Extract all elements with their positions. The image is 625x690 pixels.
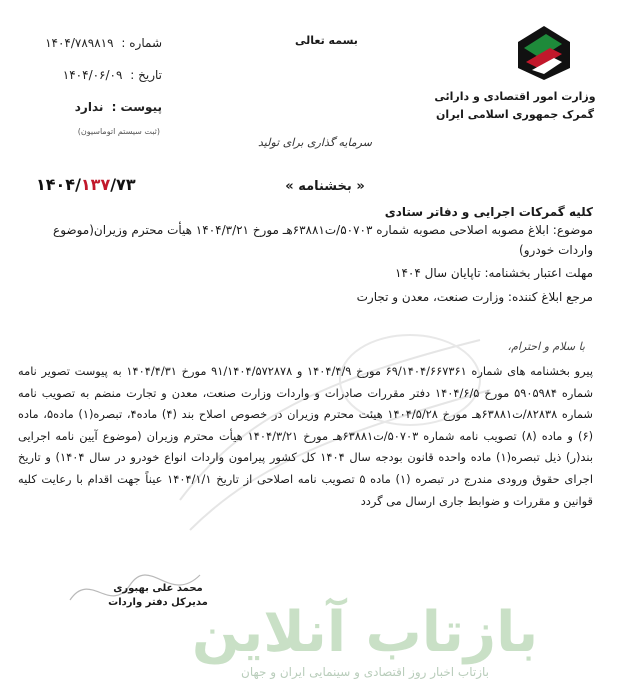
letter-date-value: ۱۴۰۴/۰۶/۰۹ xyxy=(62,68,123,82)
bismillah-heading: بسمه تعالی xyxy=(295,34,358,47)
circular-number-mid: ۱۳۷ xyxy=(80,175,111,194)
letter-number-label: شماره : xyxy=(121,36,162,50)
watermark-brand: بازتاب آنلاین xyxy=(191,600,539,665)
signatory-title: مدیرکل دفتر واردات xyxy=(108,597,208,608)
letter-number-value: ۱۴۰۴/۷۸۹۸۱۹ xyxy=(45,36,114,50)
signatory-name: محمد علی بهبوری xyxy=(113,583,203,594)
watermark-tagline: بازتاب اخبار روز اقتصادی و سینمایی ایران و جهان xyxy=(241,665,489,679)
circular-title: « بخشنامه » xyxy=(285,179,365,194)
attachment-label: پیوست : xyxy=(111,100,162,114)
subject-line: موضوع: ابلاغ مصوبه اصلاحی مصوبه شماره ۵۰۷۰۳/ت۶۳۸۸۱هـ مورخ ۱۴۰۴/۳/۲۱ هیأت محترم وزیران(موضوع واردات خودرو) xyxy=(53,223,593,257)
attachment-row xyxy=(22,100,162,114)
circular-number-prefix: ۱۴۰۴/ xyxy=(36,175,81,194)
reference-line: مرجع ابلاغ کننده: وزارت صنعت، معدن و تجارت xyxy=(356,290,593,304)
customs-name: گمرک جمهوری اسلامی ایران xyxy=(435,108,595,121)
system-note: (ثبت سیستم اتوماسیون) xyxy=(77,127,160,136)
letter-number-row xyxy=(22,36,162,50)
letter-date-row xyxy=(22,68,162,82)
attachment-value: ندارد xyxy=(74,100,104,114)
slogan: سرمایه گذاری برای تولید xyxy=(258,136,372,149)
customs-logo-icon xyxy=(516,24,572,82)
circular-number xyxy=(36,175,136,194)
letter-date-label: تاریخ : xyxy=(130,68,162,82)
validity-line: مهلت اعتبار بخشنامه: تاپایان سال ۱۴۰۴ xyxy=(395,266,593,280)
greeting: با سلام و احترام، xyxy=(507,340,585,353)
body-paragraph: پیرو بخشنامه های شماره ۶۹/۱۴۰۴/۶۶۷۳۶۱ مورخ ۱۴۰۴/۴/۹ و ۹۱/۱۴۰۴/۵۷۲۸۷۸ مورخ ۱۴۰۴/۴/۳۱ به پیوست تصویر نامه شماره ۵۹۰۵۹۸۴ مورخ ۱۴۰۴/۶/۵ دفتر مقررات صادرات و واردات وزارت صنعت، معدن و تجارت منضم به تصویب نامه شماره ۸۲۸۳۸/ت۶۳۸۸۱هـ مورخ ۱۴۰۴/۵/۲۸ هیئت محترم وزیران در خصوص اصلاح بند (۴) ماده۴، تبصره(۱) ماده۵، ماده (۶) و ماده (۸) تصویب نامه شماره ۵۰۷۰۳/ت۶۳۸۸۱هـ مورخ ۱۴۰۴/۳/۲۱ هیأت محترم وزیران (موضوع آیین نامه اجرایی بند(ر) ذیل تبصره(۱) ماده واحده قانون بودجه سال ۱۴۰۴ کل کشور پیرامون واردات انواع خودرو در سال ۱۴۰۴) و تاریخ اجرای حقوق ورودی مندرج در تبصره (۱) ماده ۵ تصویب نامه اصلاحی از تاریخ ۱۴۰۴/۱/۱ عیناً جهت اقدام با رعایت کلیه قوانین و مقررات و ضوابط جاری ارسال می گردد xyxy=(18,364,594,508)
circular-number-suffix: /۷۳ xyxy=(110,175,136,194)
ministry-name: وزارت امور اقتصادی و دارائی xyxy=(434,90,596,103)
addressee-line: کلیه گمرکات اجرایی و دفاتر ستادی xyxy=(384,205,593,219)
